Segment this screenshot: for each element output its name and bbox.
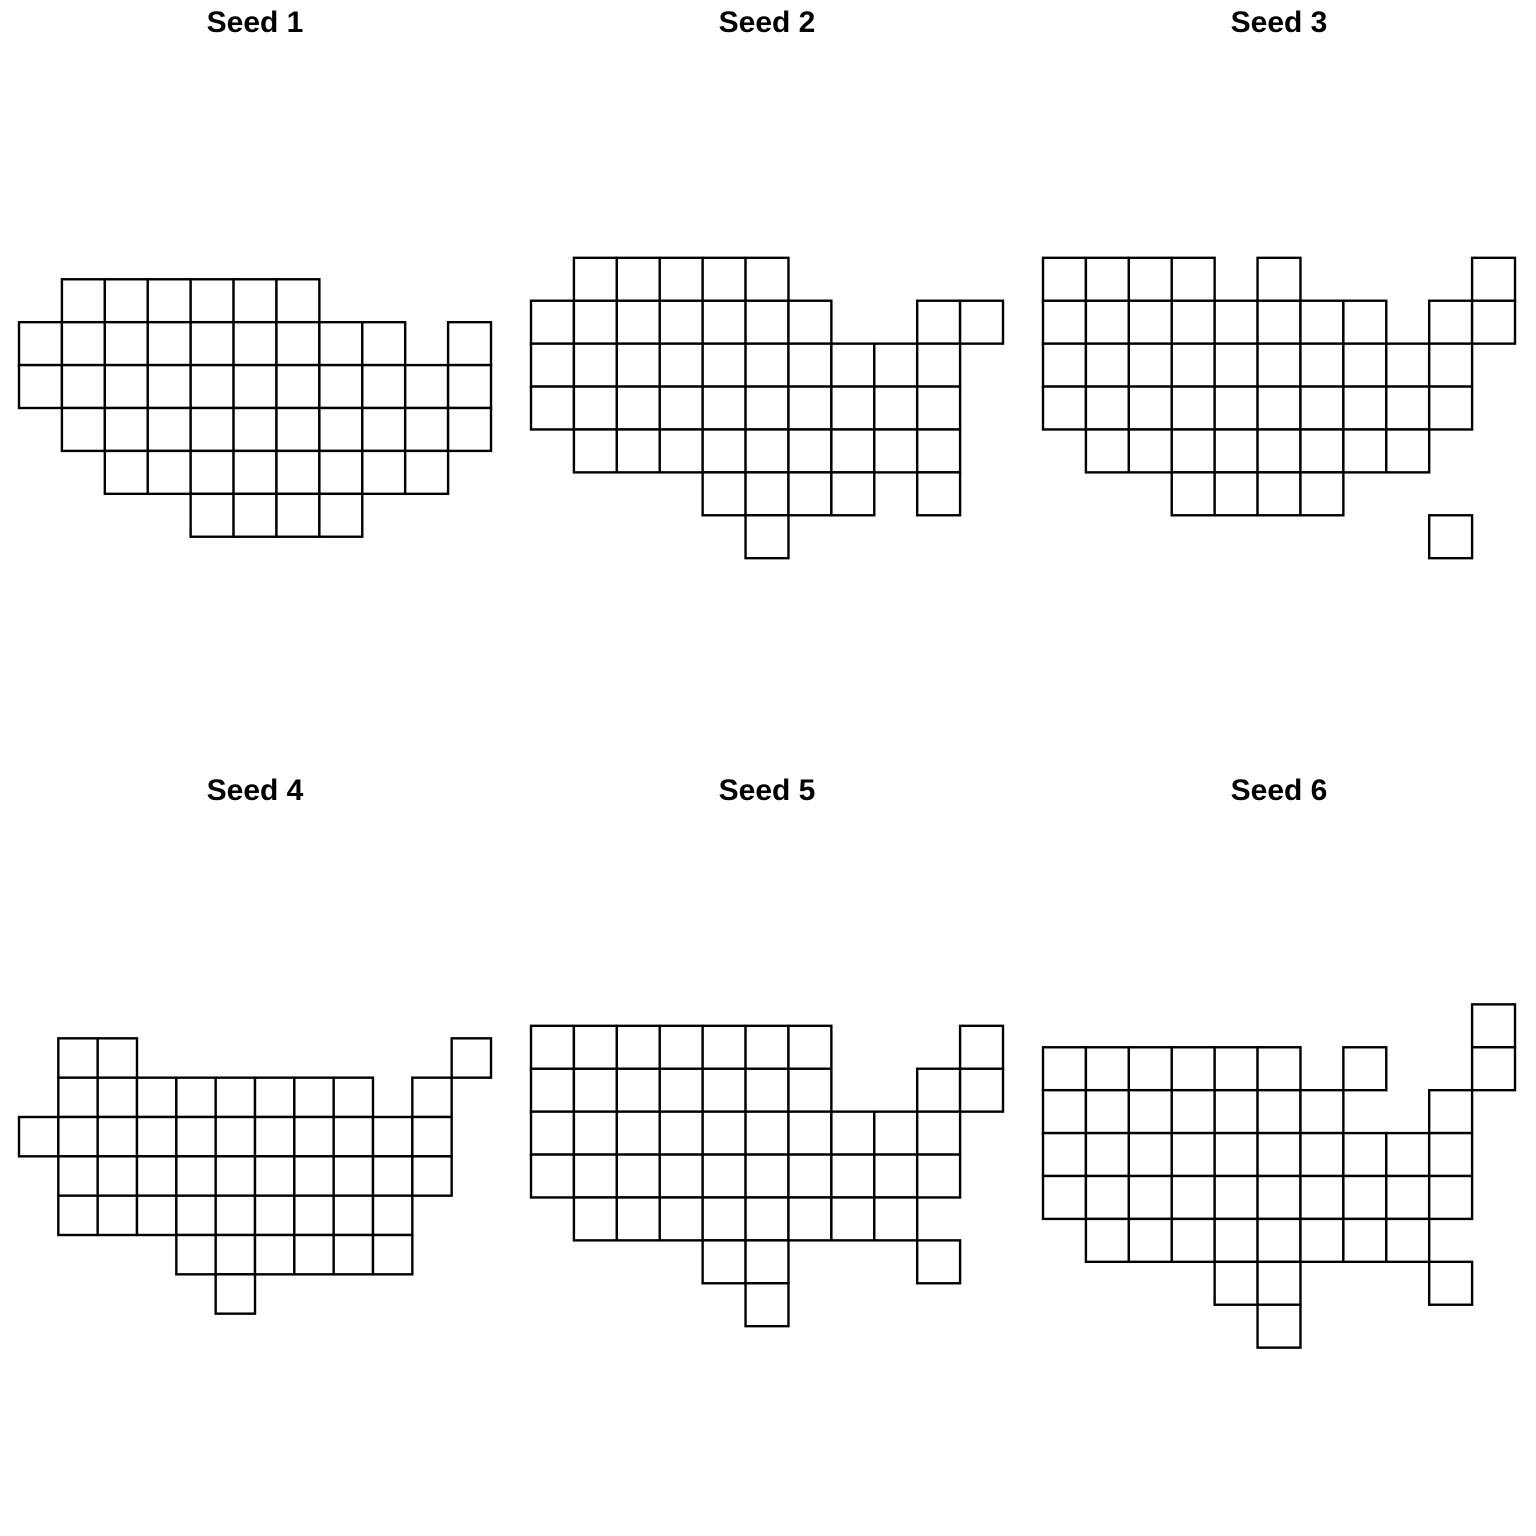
panel-seed-3 xyxy=(1024,0,1536,768)
panel-seed-6 xyxy=(1024,768,1536,1536)
panel-title-seed-3: Seed 3 xyxy=(1230,6,1328,39)
tile-grid-seed-1 xyxy=(0,0,512,768)
panel-seed-4 xyxy=(0,768,512,1536)
panel-title-seed-2: Seed 2 xyxy=(718,6,816,39)
tile-grid-seed-2 xyxy=(512,0,1024,768)
tile-grid-seed-6 xyxy=(1024,768,1536,1536)
panel-title-seed-6: Seed 6 xyxy=(1230,774,1328,807)
tile-grid-seed-4 xyxy=(0,768,512,1536)
panel-seed-1 xyxy=(0,0,512,768)
panel-seed-5 xyxy=(512,768,1024,1536)
tile-grid-seed-3 xyxy=(1024,0,1536,768)
panel-title-seed-5: Seed 5 xyxy=(718,774,816,807)
panel-title-seed-1: Seed 1 xyxy=(206,6,304,39)
tile-grid-seed-5 xyxy=(512,768,1024,1536)
panel-title-seed-4: Seed 4 xyxy=(206,774,304,807)
panel-seed-2 xyxy=(512,0,1024,768)
